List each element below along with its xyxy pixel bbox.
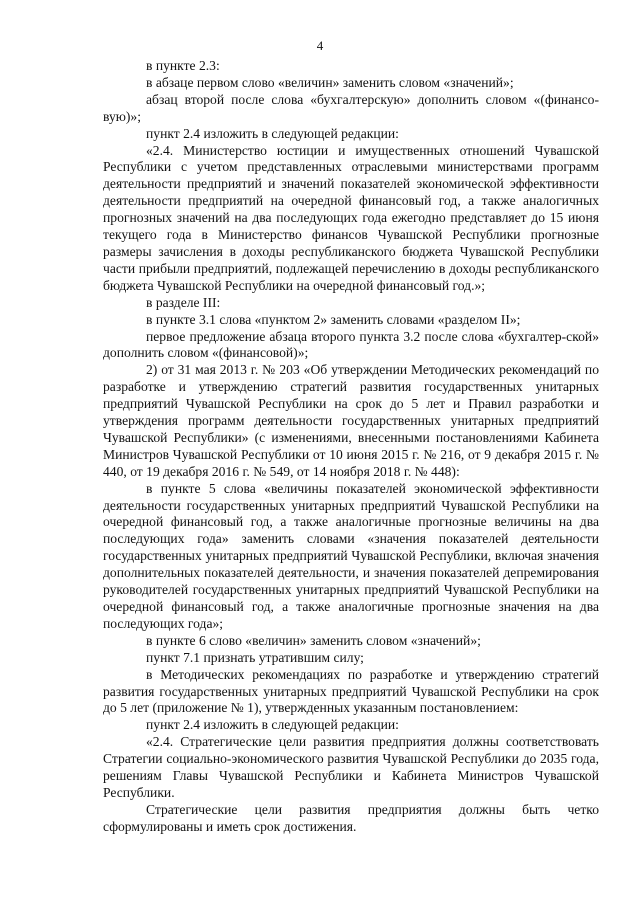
document-body	[103, 58, 599, 836]
page-number: 4	[316, 38, 324, 53]
paragraph: в пункте 5 слова «величины показателей экономической эффективности деятельности государственных унитарных предприятий Чувашской Республики на очередной финансовый год, а также аналогичные прогнозные величины на два последующих года» заменить словами «значения показателей деятельности государственных унитарных предприятий Чувашской Республики, включая значения дополнительных показателей деятельности, и значения показателей депремирования руководителей государственных унитарных предприятий Чувашской Республики на очередной финансовый год, а также аналогичные прогнозные значения на два последующих года»;	[103, 480, 599, 631]
paragraph: «2.4. Министерство юстиции и имущественных отношений Чувашской Республики с учетом представленных отраслевыми министерствами программ деятельности предприятий и значений показателей экономической эффективности деятельности предприятий на очередной финансовый год, а также аналогичных прогнозных значений на два последующих года ежегодно представляет до 15 июня текущего года в Министерство финансов Чувашской Республики прогнозные размеры зачисления в доходы республиканского бюджета Чувашской Республики части прибыли предприятий, подлежащей перечислению в доходы республиканского бюджета Чувашской Республики на очередной финансовый год.»;	[103, 142, 599, 293]
paragraph: первое предложение абзаца второго пункта 3.2 после слова «бухгалтер-ской» дополнить словом «(финансовой)»;	[103, 328, 599, 361]
paragraph: пункт 2.4 изложить в следующей редакции:	[146, 125, 399, 141]
paragraph: в абзаце первом слово «величин» заменить словом «значений»;	[146, 74, 514, 90]
paragraph: 2) от 31 мая 2013 г. № 203 «Об утверждении Методических рекомендаций по разработке и утверждению стратегий развития государственных унитарных предприятий Чувашской Республики на срок до 5 лет и Правил разработки и утверждения программ деятельности государственных унитарных предприятий Чувашской Республики» (с изменениями, внесенными постановлениями Кабинета Министров Чувашской Республики от 10 июня 2015 г. № 216, от 9 декабря 2015 г. № 440, от 19 декабря 2016 г. № 549, от 14 ноября 2018 г. № 448):	[103, 362, 599, 479]
paragraph: пункт 7.1 признать утратившим силу;	[146, 649, 364, 665]
paragraph: «2.4. Стратегические цели развития предприятия должны соответствовать Стратегии социально-экономического развития Чувашской Республики до 2035 года, решениям Главы Чувашской Республики и Кабинета Министров Чувашской Республики.	[103, 734, 599, 800]
paragraph: Стратегические цели развития предприятия должны быть четко сформулированы и иметь срок достижения.	[103, 801, 599, 834]
paragraph: в пункте 3.1 слова «пунктом 2» заменить словами «разделом II»;	[146, 311, 521, 327]
paragraph: в пункте 6 слово «величин» заменить словом «значений»;	[146, 632, 481, 648]
paragraph: в разделе III:	[146, 294, 221, 310]
paragraph: в пункте 2.3:	[146, 58, 220, 73]
paragraph: абзац второй после слова «бухгалтерскую» дополнить словом «(финансо-вую)»;	[103, 91, 599, 124]
paragraph: в Методических рекомендациях по разработке и утверждению стратегий развития государственных унитарных предприятий Чувашской Республики на срок до 5 лет (приложение № 1), утвержденных указанным постановлением:	[103, 666, 599, 716]
paragraph: пункт 2.4 изложить в следующей редакции:	[146, 717, 399, 733]
